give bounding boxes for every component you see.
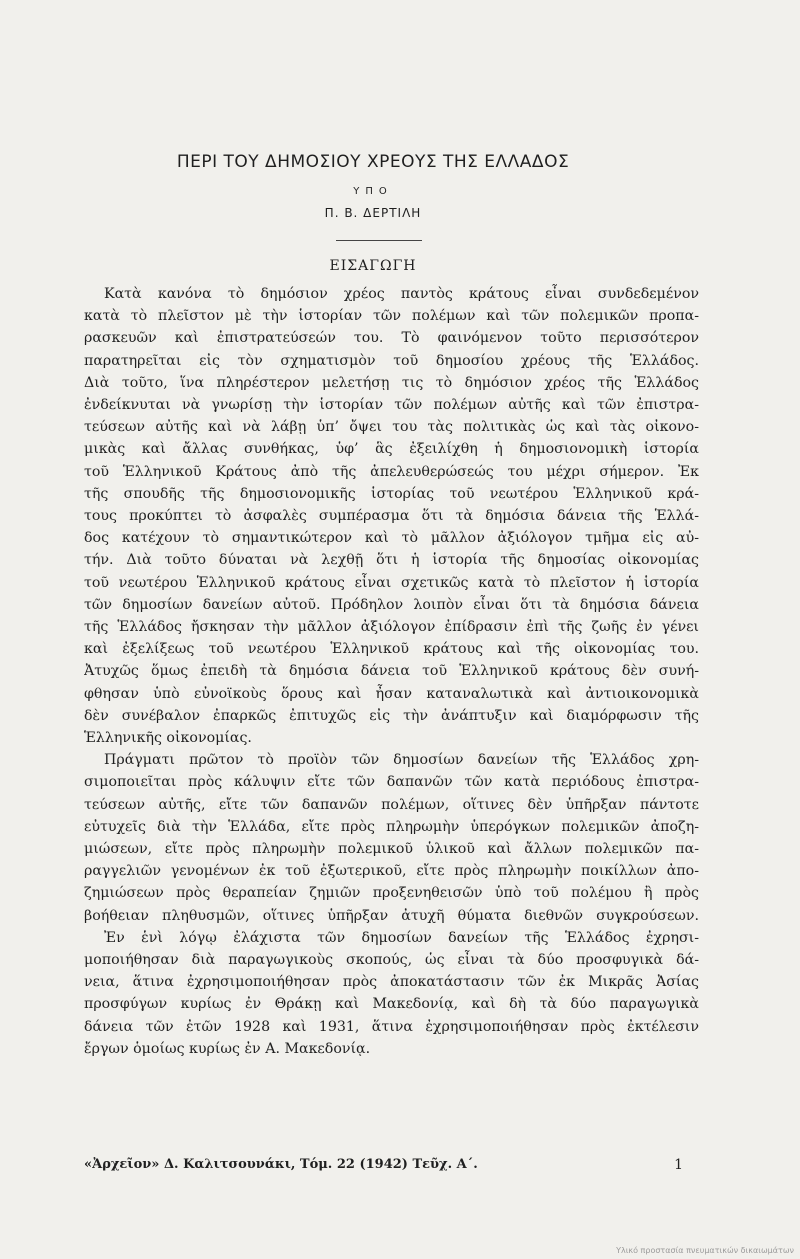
text-line: ἔργων ὁμοίως κυρίως ἐν Α. Μακεδονίᾳ. <box>84 1041 371 1057</box>
text-line: Ἐν ἑνὶ λόγῳ ἐλάχιστα τῶν δημοσίων δανείων τῆς Ἑλλάδος ἐχρησι- <box>104 930 699 946</box>
text-line: τῆς Ἑλλάδος ἤσκησαν τὴν μᾶλλον ἀξιόλογον ἐπίδρασιν ἐπὶ τῆς ζωῆς ἐν γένει <box>84 619 699 635</box>
text-line: τῆς σπουδῆς τῆς δημοσιονομικῆς ἱστορίας τοῦ νεωτέρου Ἑλληνικοῦ κρά- <box>84 486 699 502</box>
text-line: μικὰς καὶ ἄλλας συνθήκας, ὑφ’ ἃς ἐξειλίχθη ἡ δημοσιονομικὴ ἱστορία <box>84 441 699 457</box>
text-line: τήν. Διὰ τοῦτο δύναται νὰ λεχθῇ ὅτι ἡ ἱστορία τῆς δημοσίας οἰκονομίας <box>84 552 699 568</box>
text-line: ρασκευῶν καὶ ἐπιστρατεύσεών του. Τὸ φαινόμενον τοῦτο περισσότερον <box>84 330 699 346</box>
text-line: τοῦ νεωτέρου Ἑλληνικοῦ κράτους εἶναι σχετικῶς κατὰ τὸ πλεῖστον ἡ ἱστορία <box>84 575 699 591</box>
text-line: τῶν δημοσίων δανείων αὐτοῦ. Πρόδηλον λοιπὸν εἶναι ὅτι τὰ δημόσια δάνεια <box>84 597 699 613</box>
text-line: νεια, ἅτινα ἐχρησιμοποιήθησαν πρὸς ἀποκατάστασιν τῶν ἐκ Μικρᾶς Ἀσίας <box>84 974 699 990</box>
section-title: ΕΙΣΑΓΩΓΗ <box>329 258 417 274</box>
text-line: καὶ ἐξελίξεως τοῦ νεωτέρου Ἑλληνικοῦ κράτους καὶ τῆς οἰκονομίας του. <box>84 641 699 657</box>
text-line: Κατὰ κανόνα τὸ δημόσιον χρέος παντὸς κράτους εἶναι συνδεδεμένον <box>104 286 699 302</box>
footer-citation: «Ἀρχεῖον» Δ. Καλιτσουνάκι, Τόμ. 22 (1942) Τεῦχ. Α΄. <box>84 1157 478 1172</box>
text-line: φθησαν ὑπὸ εὐνοϊκοὺς ὅρους καὶ ἦσαν καταναλωτικὰ καὶ ἀντιοικονομικὰ <box>84 686 699 702</box>
text-line: Ἑλληνικῆς οἰκονομίας. <box>84 730 252 746</box>
text-line: σιμοποιεῖται πρὸς κάλυψιν εἴτε τῶν δαπανῶν τῶν κατὰ περιόδους ἐπιστρα- <box>84 774 699 790</box>
text-line: δὲν συνέβαλον ἐπαρκῶς ἐπιτυχῶς εἰς τὴν ἀνάπτυξιν καὶ διαμόρφωσιν τῆς <box>84 708 699 724</box>
text-line: Πράγματι πρῶτον τὸ προϊὸν τῶν δημοσίων δανείων τῆς Ἑλλάδος χρη- <box>104 752 699 768</box>
page-number: 1 <box>674 1157 683 1173</box>
by-line: ΥΠΟ <box>353 186 393 197</box>
text-line: ραγγελιῶν γενομένων ἐκ τοῦ ἐξωτερικοῦ, εἴτε πρὸς πληρωμὴν ποικίλλων ἀπο- <box>84 863 699 879</box>
text-line: τους προκύπτει τὸ ἀσφαλὲς συμπέρασμα ὅτι τὰ δημόσια δάνεια τῆς Ἑλλά- <box>84 508 699 524</box>
text-line: ζημιώσεων πρὸς θεραπείαν ζημιῶν προξενηθεισῶν ὑπὸ τοῦ πολέμου ἢ πρὸς <box>84 885 699 901</box>
text-line: τοῦ Ἑλληνικοῦ Κράτους ἀπὸ τῆς ἀπελευθερώσεώς του μέχρι σήμερον. Ἐκ <box>84 464 699 480</box>
article-title: ΠΕΡΙ ΤΟΥ ΔΗΜΟΣΙΟΥ ΧΡΕΟΥΣ ΤΗΣ ΕΛΛΑΔΟΣ <box>176 152 570 172</box>
text-line: δάνεια τῶν ἐτῶν 1928 καὶ 1931, ἅτινα ἐχρησιμοποιήθησαν πρὸς ἐκτέλεσιν <box>84 1019 699 1035</box>
text-line: Ἀτυχῶς ὅμως ἐπειδὴ τὰ δημόσια δάνεια τοῦ Ἑλληνικοῦ κράτους δὲν συνή- <box>84 663 699 679</box>
text-line: Διὰ τοῦτο, ἵνα πληρέστερον μελετήσῃ τις τὸ δημόσιον χρέος τῆς Ἑλλάδος <box>84 375 699 391</box>
author-name: Π. Β. ΔΕΡΤΙΛΗ <box>324 206 422 220</box>
text-line: μιώσεων, εἴτε πρὸς πληρωμὴν πολεμικοῦ ὑλικοῦ καὶ ἄλλων πολεμικῶν πα- <box>84 841 699 857</box>
text-line: προσφύγων κυρίως ἐν Θράκῃ καὶ Μακεδονίᾳ, καὶ δὴ τὰ δύο παραγωγικὰ <box>84 996 699 1012</box>
text-line: παρατηρεῖται εἰς τὸν σχηματισμὸν τοῦ δημοσίου χρέους τῆς Ἑλλάδος. <box>84 353 699 369</box>
text-line: εὐτυχεῖς διὰ τὴν Ἑλλάδα, εἴτε πρὸς πληρωμὴν ὑπερόγκων πολεμικῶν ἀποζη- <box>84 819 699 835</box>
text-line: μοποιήθησαν διὰ παραγωγικοὺς σκοπούς, ὡς εἶναι τὰ δύο προσφυγικὰ δά- <box>84 952 699 968</box>
text-line: τεύσεων αὐτῆς, εἴτε τῶν δαπανῶν πολέμων, οἵτινες δὲν ὑπῆρξαν πάντοτε <box>84 797 699 813</box>
text-line: κατὰ τὸ πλεῖστον μὲ τὴν ἱστορίαν τῶν πολέμων καὶ τῶν πολεμικῶν προπα- <box>84 308 699 324</box>
watermark: Υλικό προστασία πνευματικών δικαιωμάτων <box>616 1246 794 1255</box>
text-line: δος κατέχουν τὸ σημαντικώτερον καὶ τὸ μᾶλλον ἀξιόλογον τμῆμα εἰς αὐ- <box>84 530 699 546</box>
text-line: τεύσεων αὐτῆς καὶ νὰ λάβῃ ὑπ’ ὄψει του τὰς πολιτικὰς ὡς καὶ τὰς οἰκονο- <box>84 419 699 435</box>
footer <box>84 1154 699 1176</box>
text-line: ἐνδείκνυται νὰ γνωρίσῃ τὴν ἱστορίαν τῶν πολέμων αὐτῆς καὶ τῶν ἐπιστρα- <box>84 397 699 413</box>
text-line: βοήθειαν πληθυσμῶν, οἵτινες ὑπῆρξαν ἀτυχῆ θύματα διεθνῶν συγκρούσεων. <box>84 908 699 924</box>
